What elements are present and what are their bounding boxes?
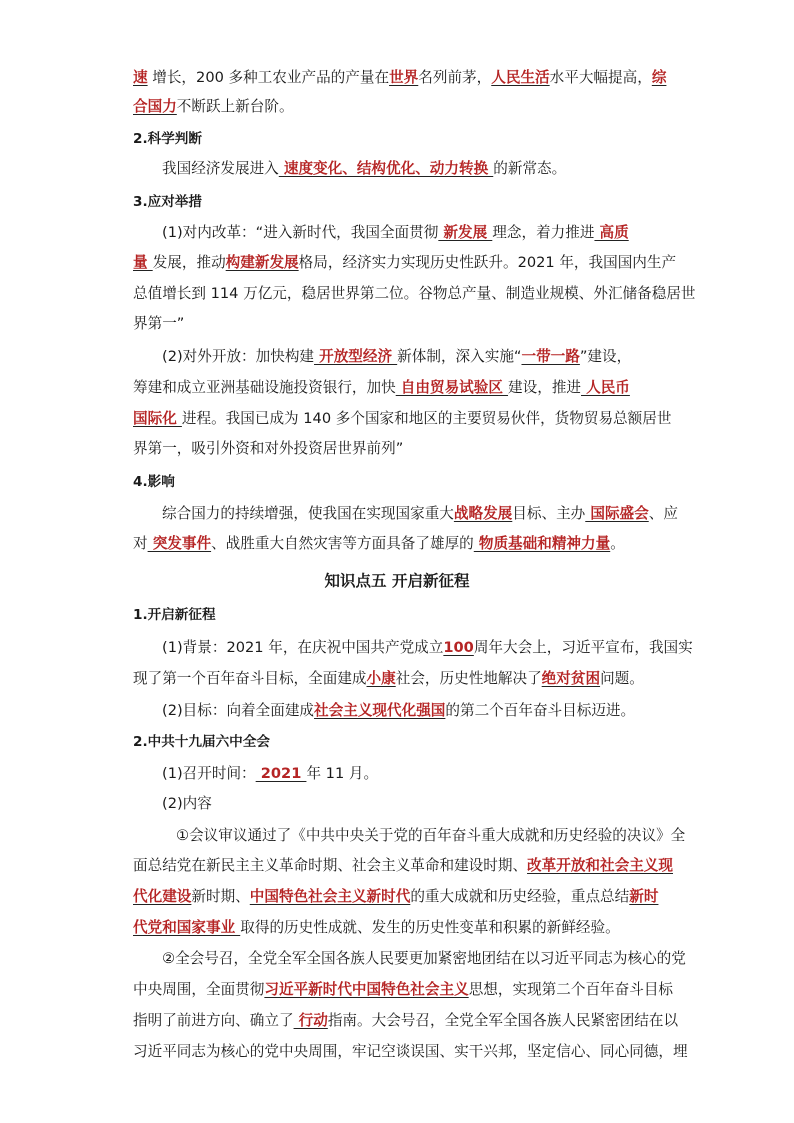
text-line [133,67,666,89]
answer-blank: 突发事件 [147,535,212,552]
text-segment: (2)内容 [162,795,212,812]
text-line [162,637,693,659]
text-segment: ”建设， [579,348,632,365]
text-segment: 我国经济发展进入 [162,160,279,177]
answer-blank: 改革开放和社会主义现 [527,857,673,874]
answer-blank: 构建新发展 [225,254,299,271]
answer-blank: 高质 [594,224,629,241]
text-line [133,96,294,118]
answer-blank: 小康 [366,670,396,687]
text-segment: 、战胜重大自然灾害等方面具备了雄厚的 [211,535,474,552]
text-line [133,855,673,877]
answer-blank: 2021 [255,765,307,782]
answer-blank: 国际盛会 [585,505,649,522]
text-segment: 现了第一个百年奋斗目标，全面建成 [133,670,367,687]
text-segment: 目标、主办 [512,505,586,522]
answer-blank: 习近平新时代中国特色社会主义 [264,981,469,998]
text-segment: 新时期、 [191,888,250,905]
text-segment: 年 11 月。 [306,765,379,782]
text-line [162,793,212,815]
section-heading [133,731,270,753]
text-segment: (1)召开时间： [162,765,256,782]
text-line [133,1041,688,1063]
answer-blank: 国际化 [133,410,182,427]
text-segment: 的重大成就和历史经验，重点总结 [410,888,630,905]
text-segment: (1)对内改革：“进入新时代，我国全面贯彻 [162,224,439,241]
text-line [176,825,685,847]
text-segment: 思想，实现第二个百年奋斗目标 [468,981,674,998]
text-segment: 进程。我国已成为 140 多个国家和地区的主要贸易伙伴，货物贸易总额居世 [181,410,672,427]
text-segment: 取得的历史性成就、发生的历史性变革和积累的新鲜经验。 [240,919,620,936]
text-segment: 社会，历史性地解决了 [395,670,542,687]
answer-blank: 自由贸易试验区 [395,379,509,396]
text-segment: 习近平同志为核心的党中央周围，牢记空谈误国、实干兴邦，坚定信心、同心同德，埋 [133,1043,688,1060]
text-segment: ②全会号召，全党全军全国各族人民要更加紧密地团结在以习近平同志为核心的党 [162,950,686,967]
text-segment: 发展，推动 [152,254,226,271]
text-segment: 总值增长到 114 万亿元，稳居世界第二位。谷物总产量、制造业规模、外汇储备稳居世 [133,285,696,302]
text-line [133,917,620,939]
text-line [162,346,631,368]
section-heading [133,128,202,150]
text-line [133,533,625,555]
answer-blank: 人民生活 [491,69,550,86]
text-segment: ①会议审议通过了《中共中央关于党的百年奋斗重大成就和历史经验的决议》全 [176,827,686,844]
text-segment: 周年大会上，习近平宣布，我国实 [473,639,693,656]
text-segment: 新体制，深入实施“ [397,348,522,365]
text-segment: 界第一” [133,315,185,332]
text-segment: 筹建和成立亚洲基础设施投资银行，加快 [133,379,396,396]
text-segment: 界第一，吸引外资和对外投资居世界前列” [133,440,404,457]
answer-blank: 合国力 [133,98,177,115]
answer-blank: 代党和国家事业 [133,919,241,936]
text-line [162,763,378,785]
text-segment: 对 [133,535,148,552]
answer-blank: 量 [133,254,153,271]
text-segment: 建设，推进 [508,379,582,396]
text-line [133,1010,678,1032]
answer-blank: 社会主义现代化强国 [314,702,446,719]
text-segment: 的第二个百年奋斗目标迈进。 [445,702,636,719]
answer-blank: 物质基础和精神力量 [473,535,611,552]
text-segment: 2.中共十九届六中全会 [133,734,270,750]
answer-blank: 速 [133,69,148,86]
text-segment: 指明了前进方向、确立了 [133,1012,294,1029]
answer-blank: 代化建设 [133,888,192,905]
text-segment: 水平大幅提高， [549,69,652,86]
answer-blank: 战略发展 [453,505,513,522]
section-heading [133,604,216,626]
text-line [162,158,566,180]
section-heading [133,471,175,493]
answer-blank: 中国特色社会主义新时代 [249,888,411,905]
text-segment: 的新常态。 [493,160,567,177]
text-line [133,377,630,399]
section-title: 知识点五 开启新征程 [324,572,470,590]
text-segment: 面总结党在新民主主义革命时期、社会主义革命和建设时期、 [133,857,528,874]
answer-blank: 速度变化、结构优化、动力转换 [278,160,494,177]
text-line [162,700,635,722]
text-segment: 4.影响 [133,474,175,490]
text-line [133,668,644,690]
answer-blank: 综 [651,69,667,86]
answer-blank: 开放型经济 [314,348,398,365]
text-line [162,503,678,525]
answer-blank: 行动 [293,1012,328,1029]
text-line [133,252,676,274]
section-heading [133,191,202,213]
text-segment: 指南。大会号召，全党全军全国各族人民紧密团结在以 [327,1012,679,1029]
text-segment: (2)目标：向着全面建成 [162,702,315,719]
text-line [133,438,403,460]
answer-blank: 世界 [389,69,419,86]
text-line [133,886,658,908]
text-segment: 不断跃上新台阶。 [176,98,294,115]
answer-blank: 新发展 [438,224,493,241]
text-segment: 。 [610,535,625,552]
text-line [133,979,673,1001]
text-line [162,222,629,244]
text-segment: 2.科学判断 [133,131,202,147]
text-segment: 增长，200 多种工农业产品的产量在 [147,69,390,86]
text-segment: 理念，着力推进 [492,224,595,241]
text-segment: (2)对外开放：加快构建 [162,348,315,365]
answer-blank: 一带一路 [521,348,580,365]
text-segment: 中央周围，全面贯彻 [133,981,265,998]
text-segment: 综合国力的持续增强，使我国在实现国家重大 [162,505,454,522]
answer-blank: 100 [443,639,474,656]
text-segment: 3.应对举措 [133,194,202,210]
text-segment: 格局，经济实力实现历史性跃升。2021 年，我国国内生产 [298,254,677,271]
text-segment: 名列前茅， [418,69,492,86]
text-line [133,408,671,430]
text-segment: 1.开启新征程 [133,607,216,623]
text-segment: (1)背景：2021 年，在庆祝中国共产党成立 [162,639,444,656]
text-segment: 问题。 [600,670,644,687]
answer-blank: 人民币 [581,379,630,396]
answer-blank: 绝对贫困 [541,670,601,687]
text-line [133,313,184,335]
text-segment: 、应 [648,505,678,522]
text-line [162,948,686,970]
answer-blank: 新时 [629,888,659,905]
text-line [133,283,696,305]
